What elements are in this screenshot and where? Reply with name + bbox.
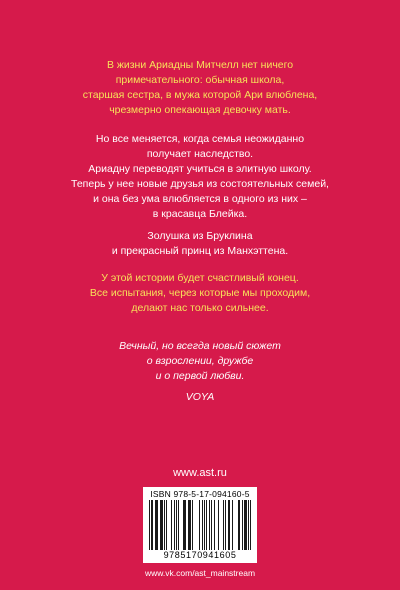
barcode-bar: [192, 500, 193, 550]
barcode-bar: [183, 500, 184, 550]
blurb-paragraph-tagline: [20, 229, 380, 259]
barcode-bar: [250, 500, 251, 550]
blurb-line: В жизни Ариадны Митчелл нет ничего: [106, 59, 294, 71]
barcode-bar: [245, 500, 246, 550]
barcode-bar: [162, 500, 163, 550]
barcode-bar: [161, 500, 162, 550]
quote-line: Вечный, но всегда новый сюжет: [119, 340, 281, 352]
blurb-line: У этой истории будет счастливый конец.: [101, 272, 299, 284]
blurb-line: Золушка из Бруклина: [147, 230, 253, 242]
blurb-line: делают нас только сильнее.: [131, 302, 269, 314]
barcode-bar: [246, 500, 247, 550]
blurb-line: Ариадну переводят учиться в элитную школу.: [88, 163, 312, 175]
barcode-digits: 9785170941605: [163, 550, 237, 560]
blurb-line: получает наследство.: [146, 148, 254, 160]
blurb-paragraph-intro: [20, 58, 380, 118]
publisher-social-link: www.vk.com/ast_mainstream: [144, 568, 256, 578]
barcode-bar: [238, 500, 239, 550]
barcode-bar: [155, 500, 156, 550]
barcode-bar: [171, 500, 172, 550]
barcode-bar: [202, 500, 203, 550]
review-quote: [20, 339, 380, 384]
barcode-bar: [229, 500, 230, 550]
barcode-bar: [164, 500, 165, 550]
blurb-line: и она без ума влюбляется в одного из них –: [93, 193, 307, 205]
barcode-bar: [244, 500, 245, 550]
barcode-bar: [204, 500, 205, 550]
barcode-bar: [184, 500, 185, 550]
isbn-label: ISBN 978-5-17-094160-5: [150, 489, 250, 499]
barcode-bar: [223, 500, 224, 550]
blurb-line: чрезмерно опекающая девочку мать.: [109, 104, 291, 116]
quote-line: и о первой любви.: [155, 370, 245, 382]
blurb-line: Но все меняется, когда семья неожиданно: [95, 133, 305, 145]
barcode-bar: [218, 500, 219, 550]
barcode-bar: [152, 500, 153, 550]
blurb-line: Все испытания, через которые мы проходим,: [89, 287, 311, 299]
barcode-bar: [174, 500, 175, 550]
barcode-bar: [188, 500, 189, 550]
barcode-bar: [189, 500, 190, 550]
barcode-bar: [178, 500, 179, 550]
barcode-bar: [190, 500, 191, 550]
barcode-bar: [248, 500, 249, 550]
barcode-bar: [225, 500, 226, 550]
blurb-line: старшая сестра, в мужа которой Ари влюблена,: [82, 89, 318, 101]
quote-line: о взрослении, дружбе: [146, 355, 254, 367]
barcode-bar: [242, 500, 243, 550]
isbn-barcode: [143, 487, 257, 563]
barcode-bar: [239, 500, 240, 550]
blurb-line: и прекрасный принц из Манхэттена.: [111, 245, 289, 257]
quote-source: VOYA: [185, 391, 215, 403]
barcode-bar: [206, 500, 207, 550]
barcode-bar: [214, 500, 215, 550]
blurb-paragraph-promise: [20, 271, 380, 316]
barcode-bar: [176, 500, 177, 550]
barcode-bar: [209, 500, 210, 550]
blurb-paragraph-plot: [20, 132, 380, 222]
barcode-bar: [185, 500, 186, 550]
barcode-bar: [228, 500, 229, 550]
barcode-bar: [151, 500, 152, 550]
blurb-line: в красавца Блейка.: [152, 208, 248, 220]
barcode-bar: [156, 500, 157, 550]
barcode-bar: [199, 500, 200, 550]
barcode-bar: [157, 500, 158, 550]
barcode-bar: [149, 500, 150, 550]
barcode-bar: [232, 500, 233, 550]
review-source: [20, 390, 380, 405]
blurb-line: Теперь у нее новые друзья из состоятельных семей,: [71, 178, 329, 190]
barcode-bar: [166, 500, 167, 550]
blurb-line: примечательного: обычная школа,: [115, 74, 285, 86]
barcode-bar: [211, 500, 212, 550]
barcode-bars: [149, 500, 251, 550]
publisher-website: www.ast.ru: [173, 467, 227, 479]
barcode-bar: [160, 500, 161, 550]
